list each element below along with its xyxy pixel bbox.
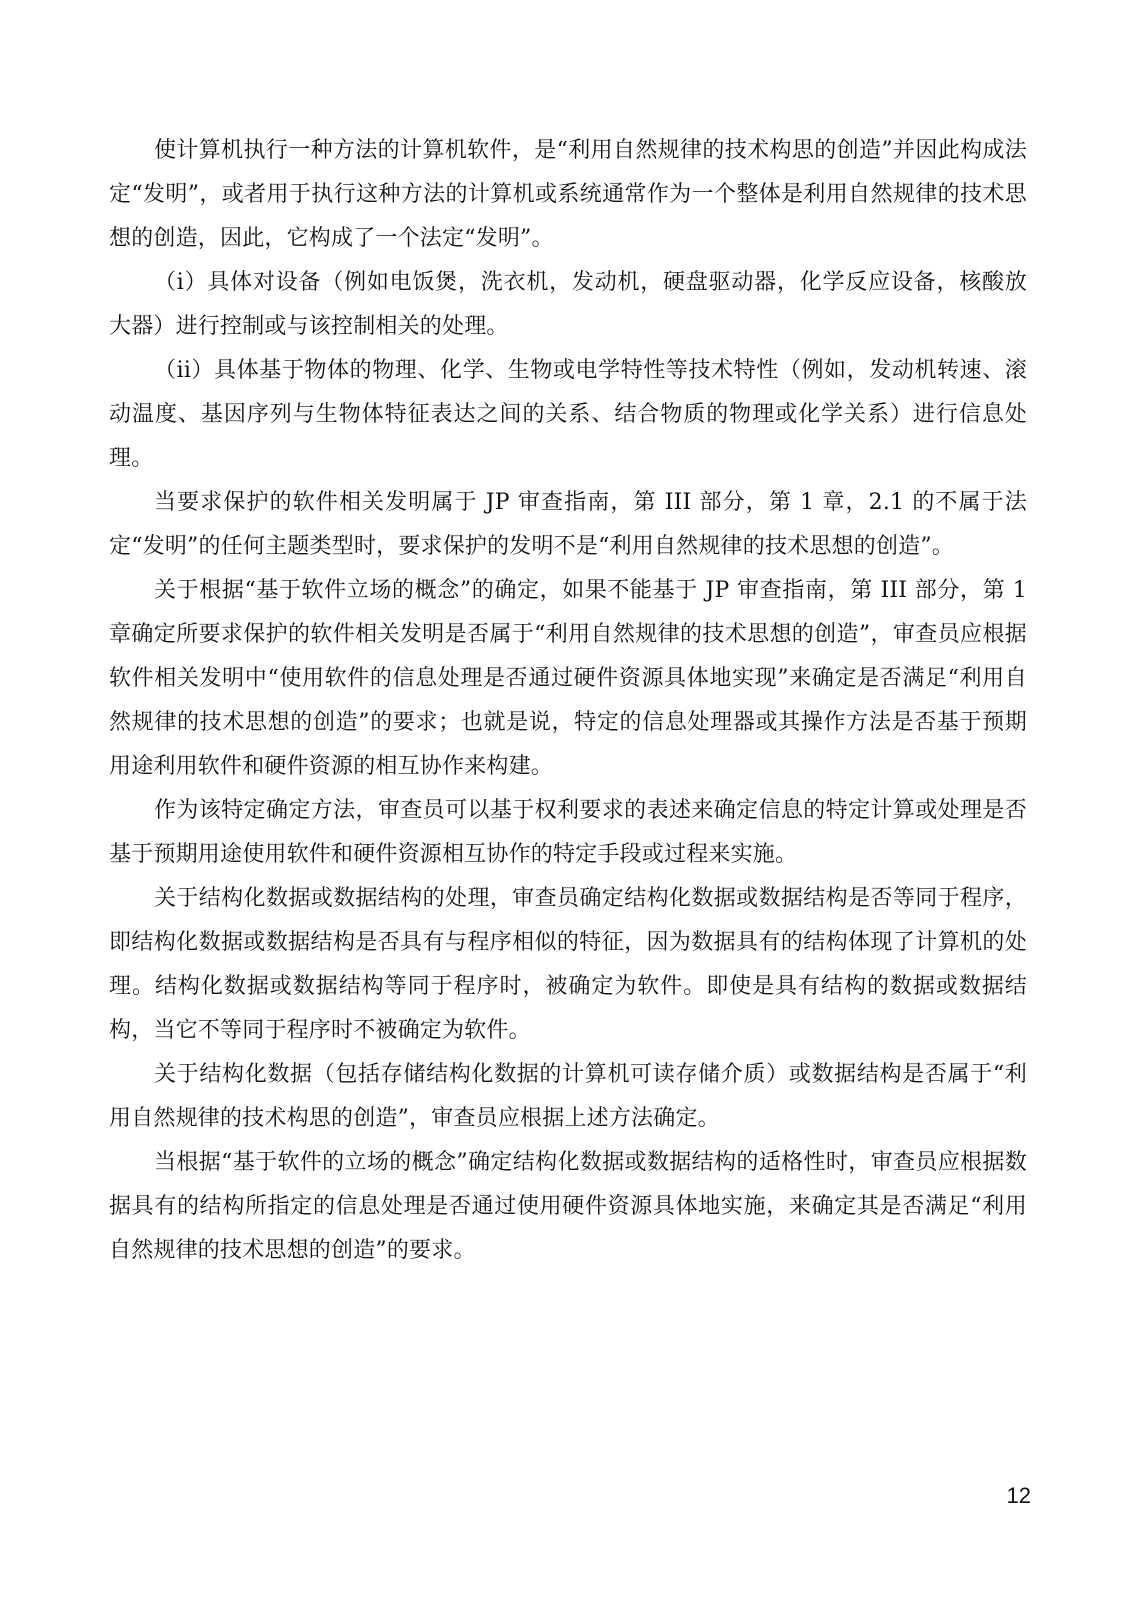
paragraph-9: 当根据“基于软件的立场的概念”确定结构化数据或数据结构的适格性时，审查员应根据数据具有的结构所指定的信息处理是否通过使用硬件资源具体地实施，来确定其是否满足“利用自然规律的技术思想的创造”的要求。	[109, 1150, 1027, 1263]
paragraph-4: 当要求保护的软件相关发明属于 JP 审查指南，第 III 部分，第 1 章，2.1 的不属于法定“发明”的任何主题类型时，要求保护的发明不是“利用自然规律的技术思想的创造”。	[109, 490, 1027, 559]
paragraph-5: 关于根据“基于软件立场的概念”的确定，如果不能基于 JP 审查指南，第 III 部分，第 1 章确定所要求保护的软件相关发明是否属于“利用自然规律的技术思想的创造”，审查员应根据软件相关发明中“使用软件的信息处理是否通过硬件资源具体地实现”来确定是否满足“利用自然规律的技术思想的创造”的要求；也就是说，特定的信息处理器或其操作方法是否基于预期用途利用软件和硬件资源的相互协作来构建。	[109, 578, 1027, 779]
page-number: 12	[1006, 1483, 1031, 1508]
paragraph-8: 关于结构化数据（包括存储结构化数据的计算机可读存储介质）或数据结构是否属于“利用自然规律的技术构思的创造”，审查员应根据上述方法确定。	[109, 1062, 1027, 1131]
paragraph-2: （i）具体对设备（例如电饭煲，洗衣机，发动机，硬盘驱动器，化学反应设备，核酸放大器）进行控制或与该控制相关的处理。	[109, 270, 1027, 339]
paragraph-1: 使计算机执行一种方法的计算机软件，是“利用自然规律的技术构思的创造”并因此构成法定“发明”，或者用于执行这种方法的计算机或系统通常作为一个整体是利用自然规律的技术思想的创造，因此，它构成了一个法定“发明”。	[109, 138, 1027, 251]
paragraph-3: （ii）具体基于物体的物理、化学、生物或电学特性等技术特性（例如，发动机转速、滚动温度、基因序列与生物体特征表达之间的关系、结合物质的物理或化学关系）进行信息处理。	[109, 358, 1027, 471]
paragraph-7: 关于结构化数据或数据结构的处理，审查员确定结构化数据或数据结构是否等同于程序，即结构化数据或数据结构是否具有与程序相似的特征，因为数据具有的结构体现了计算机的处理。结构化数据或数据结构等同于程序时，被确定为软件。即使是具有结构的数据或数据结构，当它不等同于程序时不被确定为软件。	[109, 886, 1027, 1043]
page-body	[109, 129, 1027, 1273]
paragraph-6: 作为该特定确定方法，审查员可以基于权利要求的表述来确定信息的特定计算或处理是否基于预期用途使用软件和硬件资源相互协作的特定手段或过程来实施。	[109, 798, 1027, 867]
